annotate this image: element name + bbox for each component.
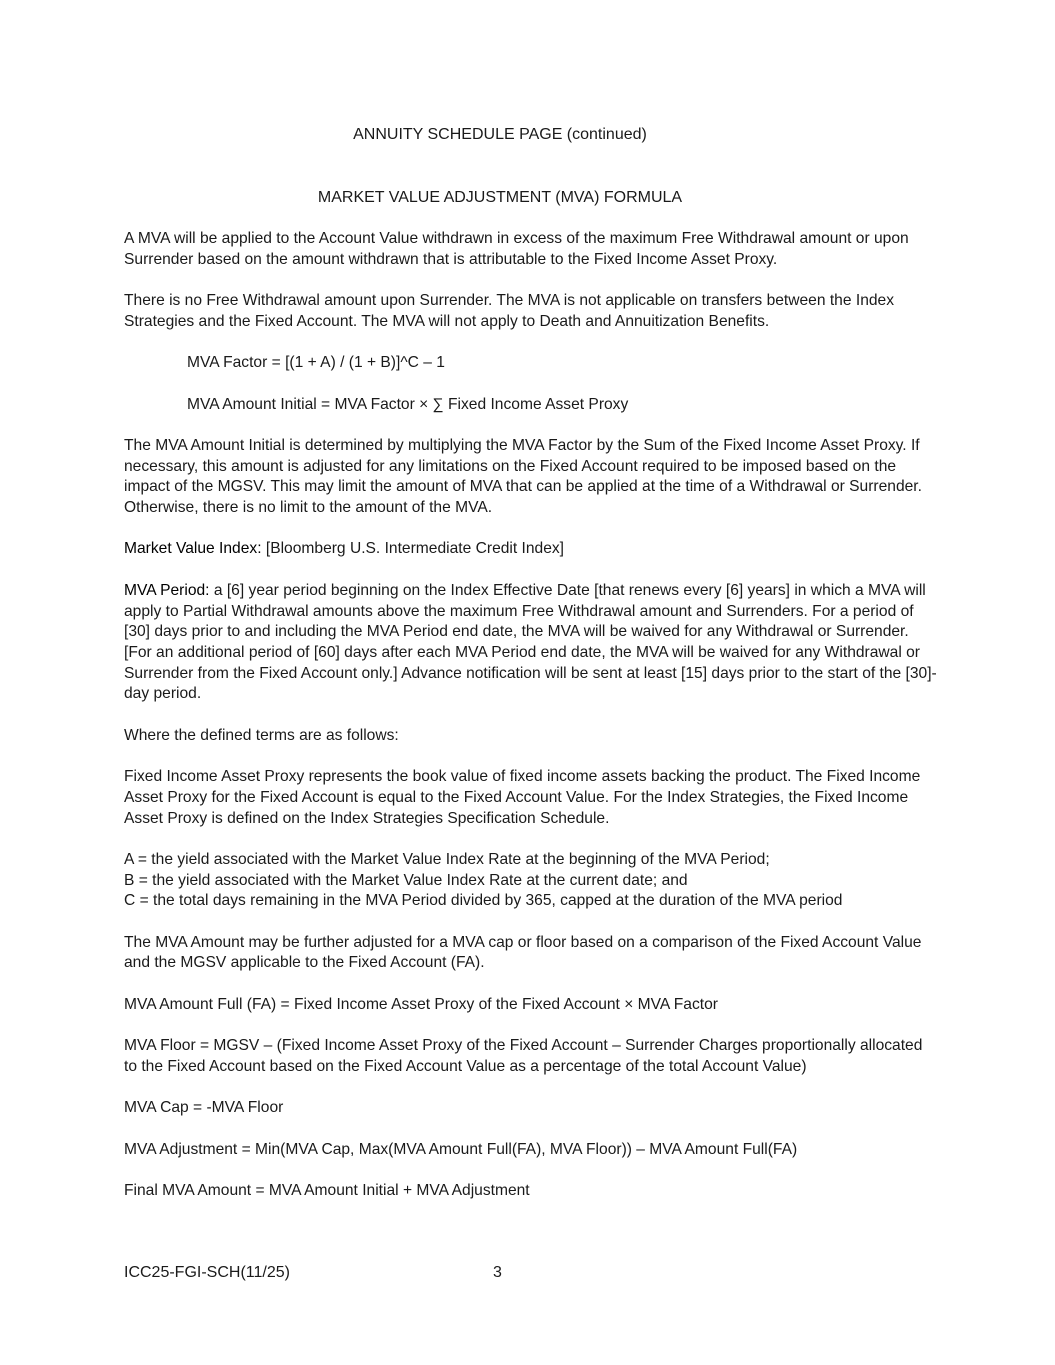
paragraph-fixed-income-asset-proxy: Fixed Income Asset Proxy represents the book value of fixed income assets backing the product. The Fixed Income Asset Proxy for the Fixed Account is equal to the Fixed Account Value. For the Index Strategies, the Fixed Income Asset Proxy is defined on the Index Strategies Specification Schedule. [124, 768, 921, 827]
paragraph-mva-applied: A MVA will be applied to the Account Value withdrawn in excess of the maximum Free Withdrawal amount or upon Surrender based on the amount withdrawn that is attributable to the Fixed Income Asset Proxy. [124, 230, 909, 268]
paragraph-mva-period [124, 581, 939, 705]
section-title: MARKET VALUE ADJUSTMENT (MVA) FORMULA [317, 189, 683, 206]
formula-mva-cap: MVA Cap = -MVA Floor [124, 1099, 284, 1117]
market-value-index-label: Market Value Index: [124, 540, 262, 558]
definition-b: B = the yield associated with the Market Value Index Rate at the current date; and [124, 871, 688, 889]
mva-period-value: a [6] year period beginning on the Index Effective Date [that renews every [6] years] in which a MVA will apply to Partial Withdrawal amounts above the maximum Free Withdrawal amount and Surrenders. For a period of [30] days prior to and including the MVA Period end date, the MVA will be waived for any Withdrawal or Surrender. [For an additional period of [60] days after each MVA Period end date, the MVA will be waived for any Withdrawal or Surrender from the Fixed Account only.] Advance notification will be sent at least [15] days prior to the start of the [30]-day period. [124, 581, 937, 703]
paragraph-defined-terms-intro: Where the defined terms are as follows: [124, 726, 399, 744]
formula-final-mva-amount: Final MVA Amount = MVA Amount Initial + MVA Adjustment [124, 1182, 530, 1200]
definition-c: C = the total days remaining in the MVA Period divided by 365, capped at the duration of the MVA period [124, 892, 843, 910]
paragraph-mva-cap-floor: The MVA Amount may be further adjusted for a MVA cap or floor based on a comparison of the Fixed Account Value and the MGSV applicable to the Fixed Account (FA). [124, 933, 922, 972]
page-number: 3 [493, 1264, 502, 1281]
market-value-index-value: [Bloomberg U.S. Intermediate Credit Index] [261, 540, 565, 558]
document-body [124, 229, 939, 1223]
paragraph-market-value-index [124, 539, 939, 560]
formula-mva-adjustment: MVA Adjustment = Min(MVA Cap, Max(MVA Amount Full(FA), MVA Floor)) – MVA Amount Full(FA) [124, 1140, 798, 1158]
formula-mva-amount-full: MVA Amount Full (FA) = Fixed Income Asset Proxy of the Fixed Account × MVA Factor [124, 995, 718, 1013]
formula-mva-factor: MVA Factor = [(1 + A) / (1 + B)]^C – 1 [187, 354, 445, 372]
definitions-list [124, 850, 939, 912]
paragraph-no-free-withdrawal: There is no Free Withdrawal amount upon Surrender. The MVA is not applicable on transfers between the Index Strategies and the Fixed Account. The MVA will not apply to Death and Annuitization Benefits. [124, 292, 895, 330]
formula-mva-amount-initial: MVA Amount Initial = MVA Factor × ∑ Fixed Income Asset Proxy [187, 395, 629, 413]
mva-period-label: MVA Period: [124, 581, 210, 599]
paragraph-mva-amount-initial: The MVA Amount Initial is determined by multiplying the MVA Factor by the Sum of the Fixed Income Asset Proxy. If necessary, this amount is adjusted for any limitations on the Fixed Account required to be imposed based on the impact of the MGSV. This may limit the amount of MVA that can be applied at the time of a Withdrawal or Surrender. Otherwise, there is no limit to the amount of the MVA. [124, 436, 922, 517]
formula-mva-floor: MVA Floor = MGSV – (Fixed Income Asset Proxy of the Fixed Account – Surrender Charges proportionally allocated to the Fixed Account based on the Fixed Account Value as a percentage of the total Account Value) [124, 1037, 923, 1075]
form-code: ICC25-FGI-SCH(11/25) [124, 1264, 290, 1281]
page-title: ANNUITY SCHEDULE PAGE (continued) [353, 126, 647, 143]
definition-a: A = the yield associated with the Market Value Index Rate at the beginning of the MVA Period; [124, 850, 770, 868]
